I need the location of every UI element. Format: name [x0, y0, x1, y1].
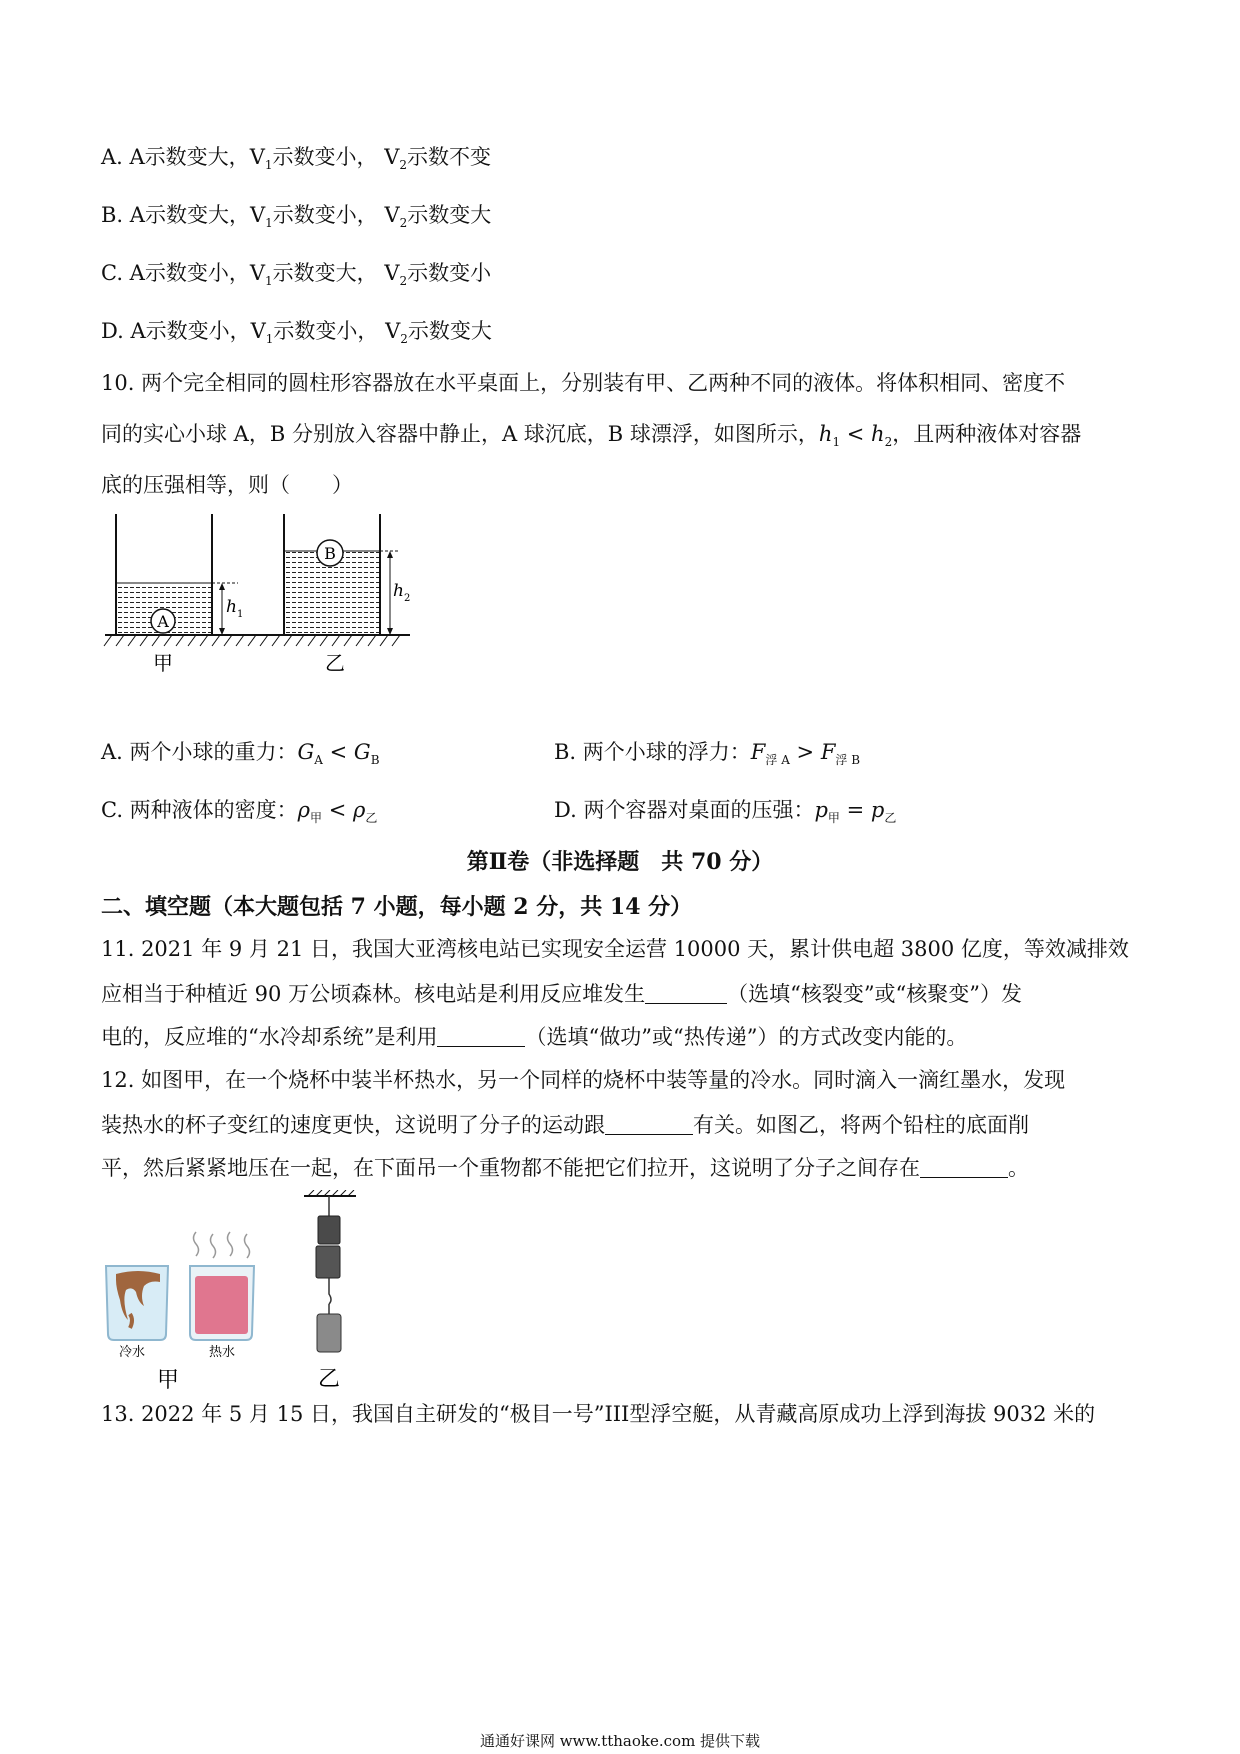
- lead-cylinder-bottom: [316, 1246, 340, 1278]
- q10-option-a: A. 两个小球的重力：$G_A < G_B$: [101, 740, 380, 767]
- svg-text:A: A: [157, 612, 169, 631]
- svg-text:甲: 甲: [156, 1368, 180, 1390]
- q10-stem-line3: 底的压强相等，则（ ）: [101, 473, 353, 497]
- beakers-figure: [98, 1230, 268, 1390]
- footer: 通通好课网 www.tthaoke.com 提供下载: [479, 1732, 761, 1750]
- q10-stem-line2: 同的实心小球 A，B 分别放入容器中静止，A 球沉底，B 球漂浮，如图所示，$h_1 < h_2$，且两种液体对容器: [101, 422, 1082, 449]
- svg-text:乙: 乙: [317, 1367, 341, 1390]
- q11-blank-2[interactable]: [437, 1026, 525, 1047]
- q11-blank-1[interactable]: [645, 983, 727, 1004]
- svg-text:h: h: [393, 581, 404, 601]
- svg-text:乙: 乙: [325, 651, 345, 675]
- svg-text:2: 2: [404, 593, 411, 604]
- q9-option-b: B. A示数变大，$V_1$示数变小， $V_2$示数变大: [101, 203, 492, 230]
- q12-line3: 平，然后紧紧地压在一起，在下面吊一个重物都不能把它们拉开，这说明了分子之间存在 。: [101, 1156, 1029, 1180]
- lead-cylinders-figure: [300, 1190, 360, 1390]
- q10-option-c: C. 两种液体的密度：$\rho_甲 < \rho_乙$: [101, 798, 378, 825]
- svg-text:甲: 甲: [153, 651, 173, 675]
- steam-icon: [194, 1232, 250, 1258]
- q12-line2: 装热水的杯子变红的速度更快，这说明了分子的运动跟 有关。如图乙，将两个铅柱的底面削: [101, 1113, 1029, 1137]
- q9-option-a: A. A示数变大，$V_1$示数变小， $V_2$示数不变: [101, 145, 491, 172]
- q9-option-c: C. A示数变小，$V_1$示数变大， $V_2$示数变小: [101, 261, 492, 288]
- svg-text:热水: 热水: [208, 1345, 236, 1360]
- q11-line3: 电的，反应堆的“水冷却系统”是利用 （选填“做功”或“热传递”）的方式改变内能的。: [101, 1025, 968, 1049]
- cold-water-beaker: [106, 1266, 168, 1360]
- q9-option-d: D. A示数变小，$V_1$示数变小， $V_2$示数变大: [101, 319, 492, 346]
- part2-title: 二、填空题（本大题包括 7 小题，每小题 2 分，共 14 分）: [101, 894, 693, 920]
- svg-text:B: B: [324, 544, 336, 563]
- q11-line1: 11. 2021 年 9 月 21 日，我国大亚湾核电站已实现安全运营 10000 天，累计供电超 3800 亿度，等效减排效: [101, 937, 1129, 961]
- q11-line2: 应相当于种植近 90 万公顷森林。核电站是利用反应堆发生 （选填“核裂变”或“核聚变”）发: [101, 982, 1023, 1006]
- q12-line1: 12. 如图甲，在一个烧杯中装半杯热水，另一个同样的烧杯中装等量的冷水。同时滴入一滴红墨水，发现: [101, 1068, 1066, 1092]
- svg-text:冷水: 冷水: [118, 1345, 146, 1360]
- svg-text:1: 1: [237, 609, 244, 620]
- q12-blank-2[interactable]: [920, 1157, 1008, 1178]
- q12-blank-1[interactable]: [605, 1114, 693, 1135]
- q10-stem-line1: 10. 两个完全相同的圆柱形容器放在水平桌面上，分别装有甲、乙两种不同的液体。将体积相同、密度不: [101, 371, 1066, 395]
- containers-figure: [100, 510, 420, 680]
- q13-line1: 13. 2022 年 5 月 15 日，我国自主研发的“极目一号”III型浮空艇，从青藏高原成功上浮到海拔 9032 米的: [101, 1402, 1096, 1426]
- hot-water-beaker: [190, 1266, 254, 1360]
- lead-cylinder-top: [318, 1216, 340, 1244]
- weight: [317, 1314, 341, 1352]
- q10-option-b: B. 两个小球的浮力：$F_{浮 A} > F_{浮 B}$: [554, 740, 861, 767]
- q10-option-d: D. 两个容器对桌面的压强：$p_甲 = p_乙$: [554, 798, 897, 825]
- svg-text:h: h: [226, 597, 237, 617]
- section-title: 第Ⅱ卷（非选择题 共 70 分）: [466, 849, 774, 875]
